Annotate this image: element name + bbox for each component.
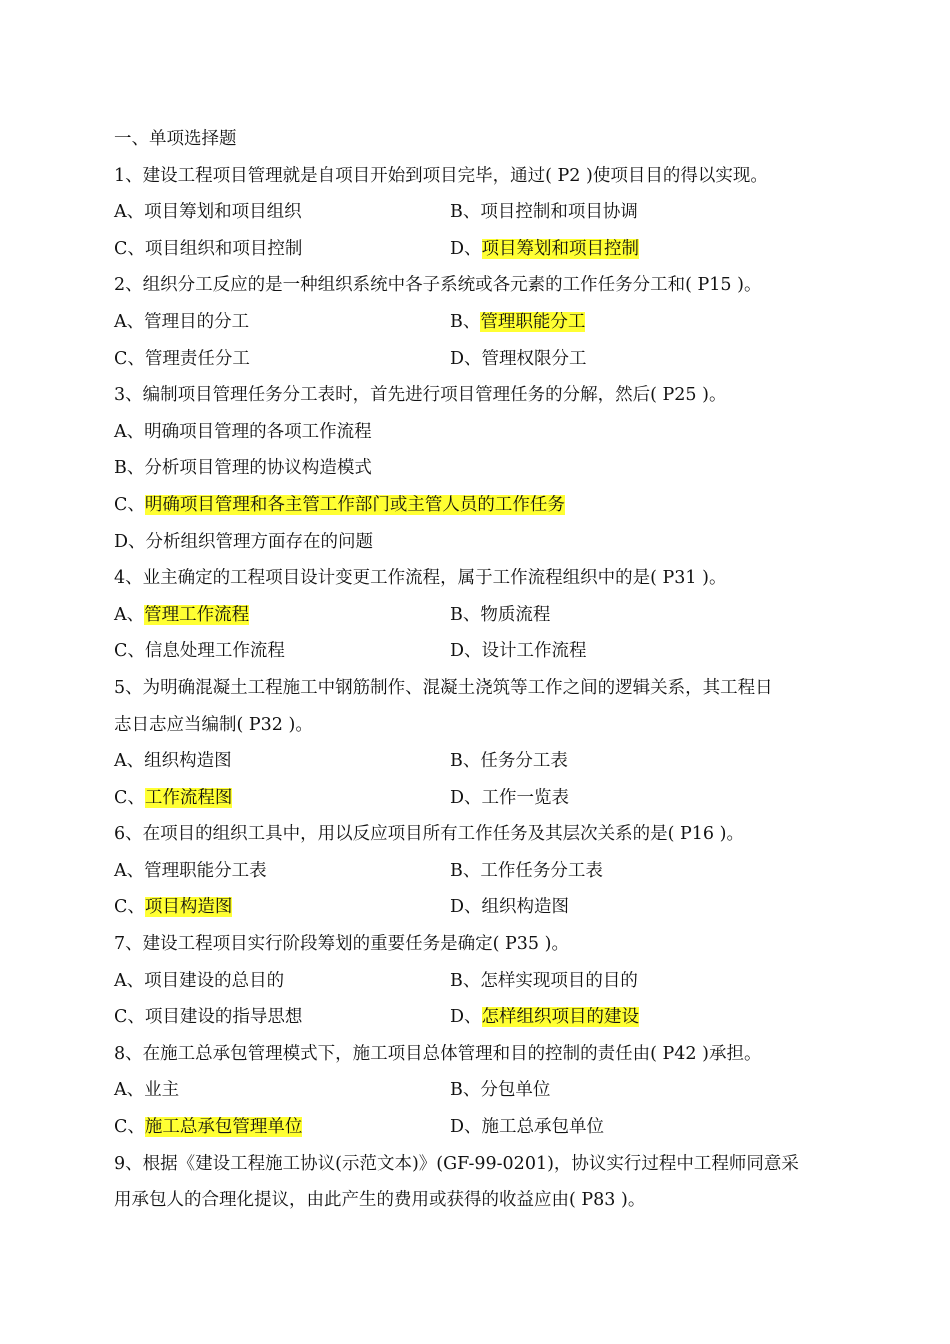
option-text: 怎样实现项目的目的 (480, 970, 638, 991)
option-text: 业主 (144, 1080, 180, 1101)
option-text: 明确项目管理的各项工作流程 (144, 421, 372, 442)
option-a (114, 1080, 179, 1100)
option-prefix: B、 (450, 202, 481, 223)
question-9 (114, 1149, 834, 1222)
option-prefix: C、 (114, 641, 145, 662)
option-row (114, 746, 834, 783)
option-prefix: D、 (450, 897, 482, 918)
question-8 (114, 1039, 834, 1149)
option-row (114, 856, 834, 893)
document-page (114, 124, 834, 1222)
option-text: 项目组织和项目控制 (144, 238, 303, 259)
option-prefix: A、 (114, 421, 145, 442)
question-6 (114, 819, 834, 929)
option-b (450, 971, 638, 991)
option-d (450, 897, 569, 917)
option-prefix: D、 (450, 1007, 482, 1028)
option-prefix: A、 (114, 604, 145, 625)
option-a (114, 202, 302, 222)
option-text-highlighted: 怎样组织项目的建设 (481, 1007, 640, 1028)
option-d (450, 641, 587, 661)
option-text: 项目筹划和项目组织 (144, 202, 302, 223)
option-text: 管理职能分工表 (144, 860, 267, 881)
option-text: 分包单位 (480, 1080, 551, 1101)
option-a (114, 861, 267, 881)
option-text: 分析项目管理的协议构造模式 (144, 458, 372, 479)
option-a (114, 605, 249, 625)
question-list (114, 161, 834, 1222)
option-row (114, 600, 834, 637)
option-prefix: D、 (114, 531, 146, 552)
option-text: 组织构造图 (481, 897, 570, 918)
option-text-highlighted: 项目筹划和项目控制 (481, 238, 640, 259)
option-prefix: B、 (450, 970, 481, 991)
option-c (114, 349, 250, 369)
option-prefix: C、 (114, 348, 145, 369)
option-d (114, 532, 373, 552)
option-b (450, 312, 585, 332)
option-prefix: B、 (450, 860, 481, 881)
option-row (114, 234, 834, 271)
question-1 (114, 161, 834, 271)
option-a (114, 422, 372, 442)
question-stem: 3、编制项目管理任务分工表时，首先进行项目管理任务的分解，然后( P25 )。 (114, 385, 727, 406)
option-c (114, 788, 232, 808)
option-row (114, 453, 834, 490)
option-prefix: D、 (450, 787, 482, 808)
option-prefix: A、 (114, 751, 145, 772)
option-prefix: C、 (114, 787, 145, 808)
option-row (114, 527, 834, 564)
option-text: 工作任务分工表 (480, 860, 603, 881)
option-prefix: D、 (450, 348, 482, 369)
option-prefix: C、 (114, 1117, 145, 1138)
option-prefix: A、 (114, 860, 145, 881)
option-d (450, 788, 569, 808)
option-text-highlighted: 管理职能分工 (480, 311, 586, 332)
option-text-highlighted: 工作流程图 (144, 787, 233, 808)
question-stem: 4、业主确定的工程项目设计变更工作流程，属于工作流程组织中的是( P31 )。 (114, 568, 727, 589)
option-text: 信息处理工作流程 (144, 641, 285, 662)
option-row (114, 636, 834, 673)
option-a (114, 312, 249, 332)
option-c (114, 495, 565, 515)
option-prefix: B、 (450, 751, 481, 772)
option-row (114, 344, 834, 381)
question-stem: 8、在施工总承包管理模式下，施工项目总体管理和目的控制的责任由( P42 )承担。 (114, 1043, 762, 1064)
question-stem: 6、在项目的组织工具中，用以反应项目所有工作任务及其层次关系的是( P16 )。 (114, 824, 744, 845)
question-stem: 9、根据《建设工程施工协议(示范文本)》(GF-99-0201)，协议实行过程中工程师同意采 (114, 1153, 799, 1174)
option-row (114, 966, 834, 1003)
option-row (114, 490, 834, 527)
question-7 (114, 929, 834, 1039)
option-text: 分析组织管理方面存在的问题 (145, 531, 374, 552)
option-text: 项目控制和项目协调 (480, 202, 638, 223)
option-row (114, 1002, 834, 1039)
option-prefix: A、 (114, 1080, 145, 1101)
option-prefix: D、 (450, 641, 482, 662)
option-text-highlighted: 明确项目管理和各主管工作部门或主管人员的工作任务 (144, 494, 565, 515)
option-row (114, 1075, 834, 1112)
option-text: 设计工作流程 (481, 641, 587, 662)
option-text: 物质流程 (480, 604, 551, 625)
question-stem: 志日志应当编制( P32 )。 (114, 714, 313, 735)
option-b (450, 861, 603, 881)
question-5 (114, 673, 834, 819)
option-prefix: B、 (450, 311, 481, 332)
question-2 (114, 270, 834, 380)
question-stem: 1、建设工程项目管理就是自项目开始到项目完毕，通过( P2 )使项目目的得以实现。 (114, 165, 768, 186)
option-text: 管理目的分工 (144, 311, 250, 332)
option-text: 项目建设的指导思想 (144, 1007, 303, 1028)
option-c (114, 1007, 302, 1027)
option-prefix: D、 (450, 238, 482, 259)
option-b (114, 458, 372, 478)
question-stem: 5、为明确混凝土工程施工中钢筋制作、混凝土浇筑等工作之间的逻辑关系，其工程日 (114, 677, 773, 698)
section-title: 一、单项选择题 (114, 129, 237, 149)
option-c (114, 239, 302, 259)
option-c (114, 1117, 302, 1137)
option-prefix: C、 (114, 494, 145, 515)
option-row (114, 197, 834, 234)
option-prefix: C、 (114, 238, 145, 259)
option-b (450, 1080, 550, 1100)
option-text: 管理责任分工 (144, 348, 250, 369)
option-b (450, 751, 568, 771)
option-text: 组织构造图 (144, 751, 232, 772)
question-4 (114, 563, 834, 673)
option-row (114, 307, 834, 344)
option-row (114, 417, 834, 454)
option-text: 施工总承包单位 (481, 1117, 605, 1138)
question-stem: 用承包人的合理化提议，由此产生的费用或获得的收益应由( P83 )。 (114, 1190, 646, 1211)
option-text: 工作一览表 (481, 787, 570, 808)
option-b (450, 605, 550, 625)
option-d (450, 239, 639, 259)
option-row (114, 892, 834, 929)
option-row (114, 1112, 834, 1149)
option-text: 任务分工表 (480, 751, 568, 772)
question-stem: 7、建设工程项目实行阶段筹划的重要任务是确定( P35 )。 (114, 934, 569, 955)
option-prefix: D、 (450, 1117, 482, 1138)
option-text-highlighted: 管理工作流程 (144, 604, 250, 625)
option-c (114, 897, 232, 917)
option-b (450, 202, 638, 222)
option-a (114, 751, 232, 771)
option-d (450, 1117, 604, 1137)
option-prefix: A、 (114, 311, 145, 332)
option-prefix: B、 (450, 604, 481, 625)
option-prefix: A、 (114, 970, 145, 991)
option-c (114, 641, 285, 661)
option-text-highlighted: 项目构造图 (144, 897, 233, 918)
option-a (114, 971, 284, 991)
question-stem: 2、组织分工反应的是一种组织系统中各子系统或各元素的工作任务分工和( P15 )。 (114, 275, 762, 296)
option-prefix: C、 (114, 897, 145, 918)
question-3 (114, 380, 834, 563)
option-d (450, 1007, 639, 1027)
option-prefix: C、 (114, 1007, 145, 1028)
option-text: 管理权限分工 (481, 348, 587, 369)
option-prefix: B、 (450, 1080, 481, 1101)
option-d (450, 349, 587, 369)
option-text: 项目建设的总目的 (144, 970, 285, 991)
option-row (114, 783, 834, 820)
option-text-highlighted: 施工总承包管理单位 (144, 1117, 303, 1138)
option-prefix: A、 (114, 202, 145, 223)
option-prefix: B、 (114, 458, 145, 479)
